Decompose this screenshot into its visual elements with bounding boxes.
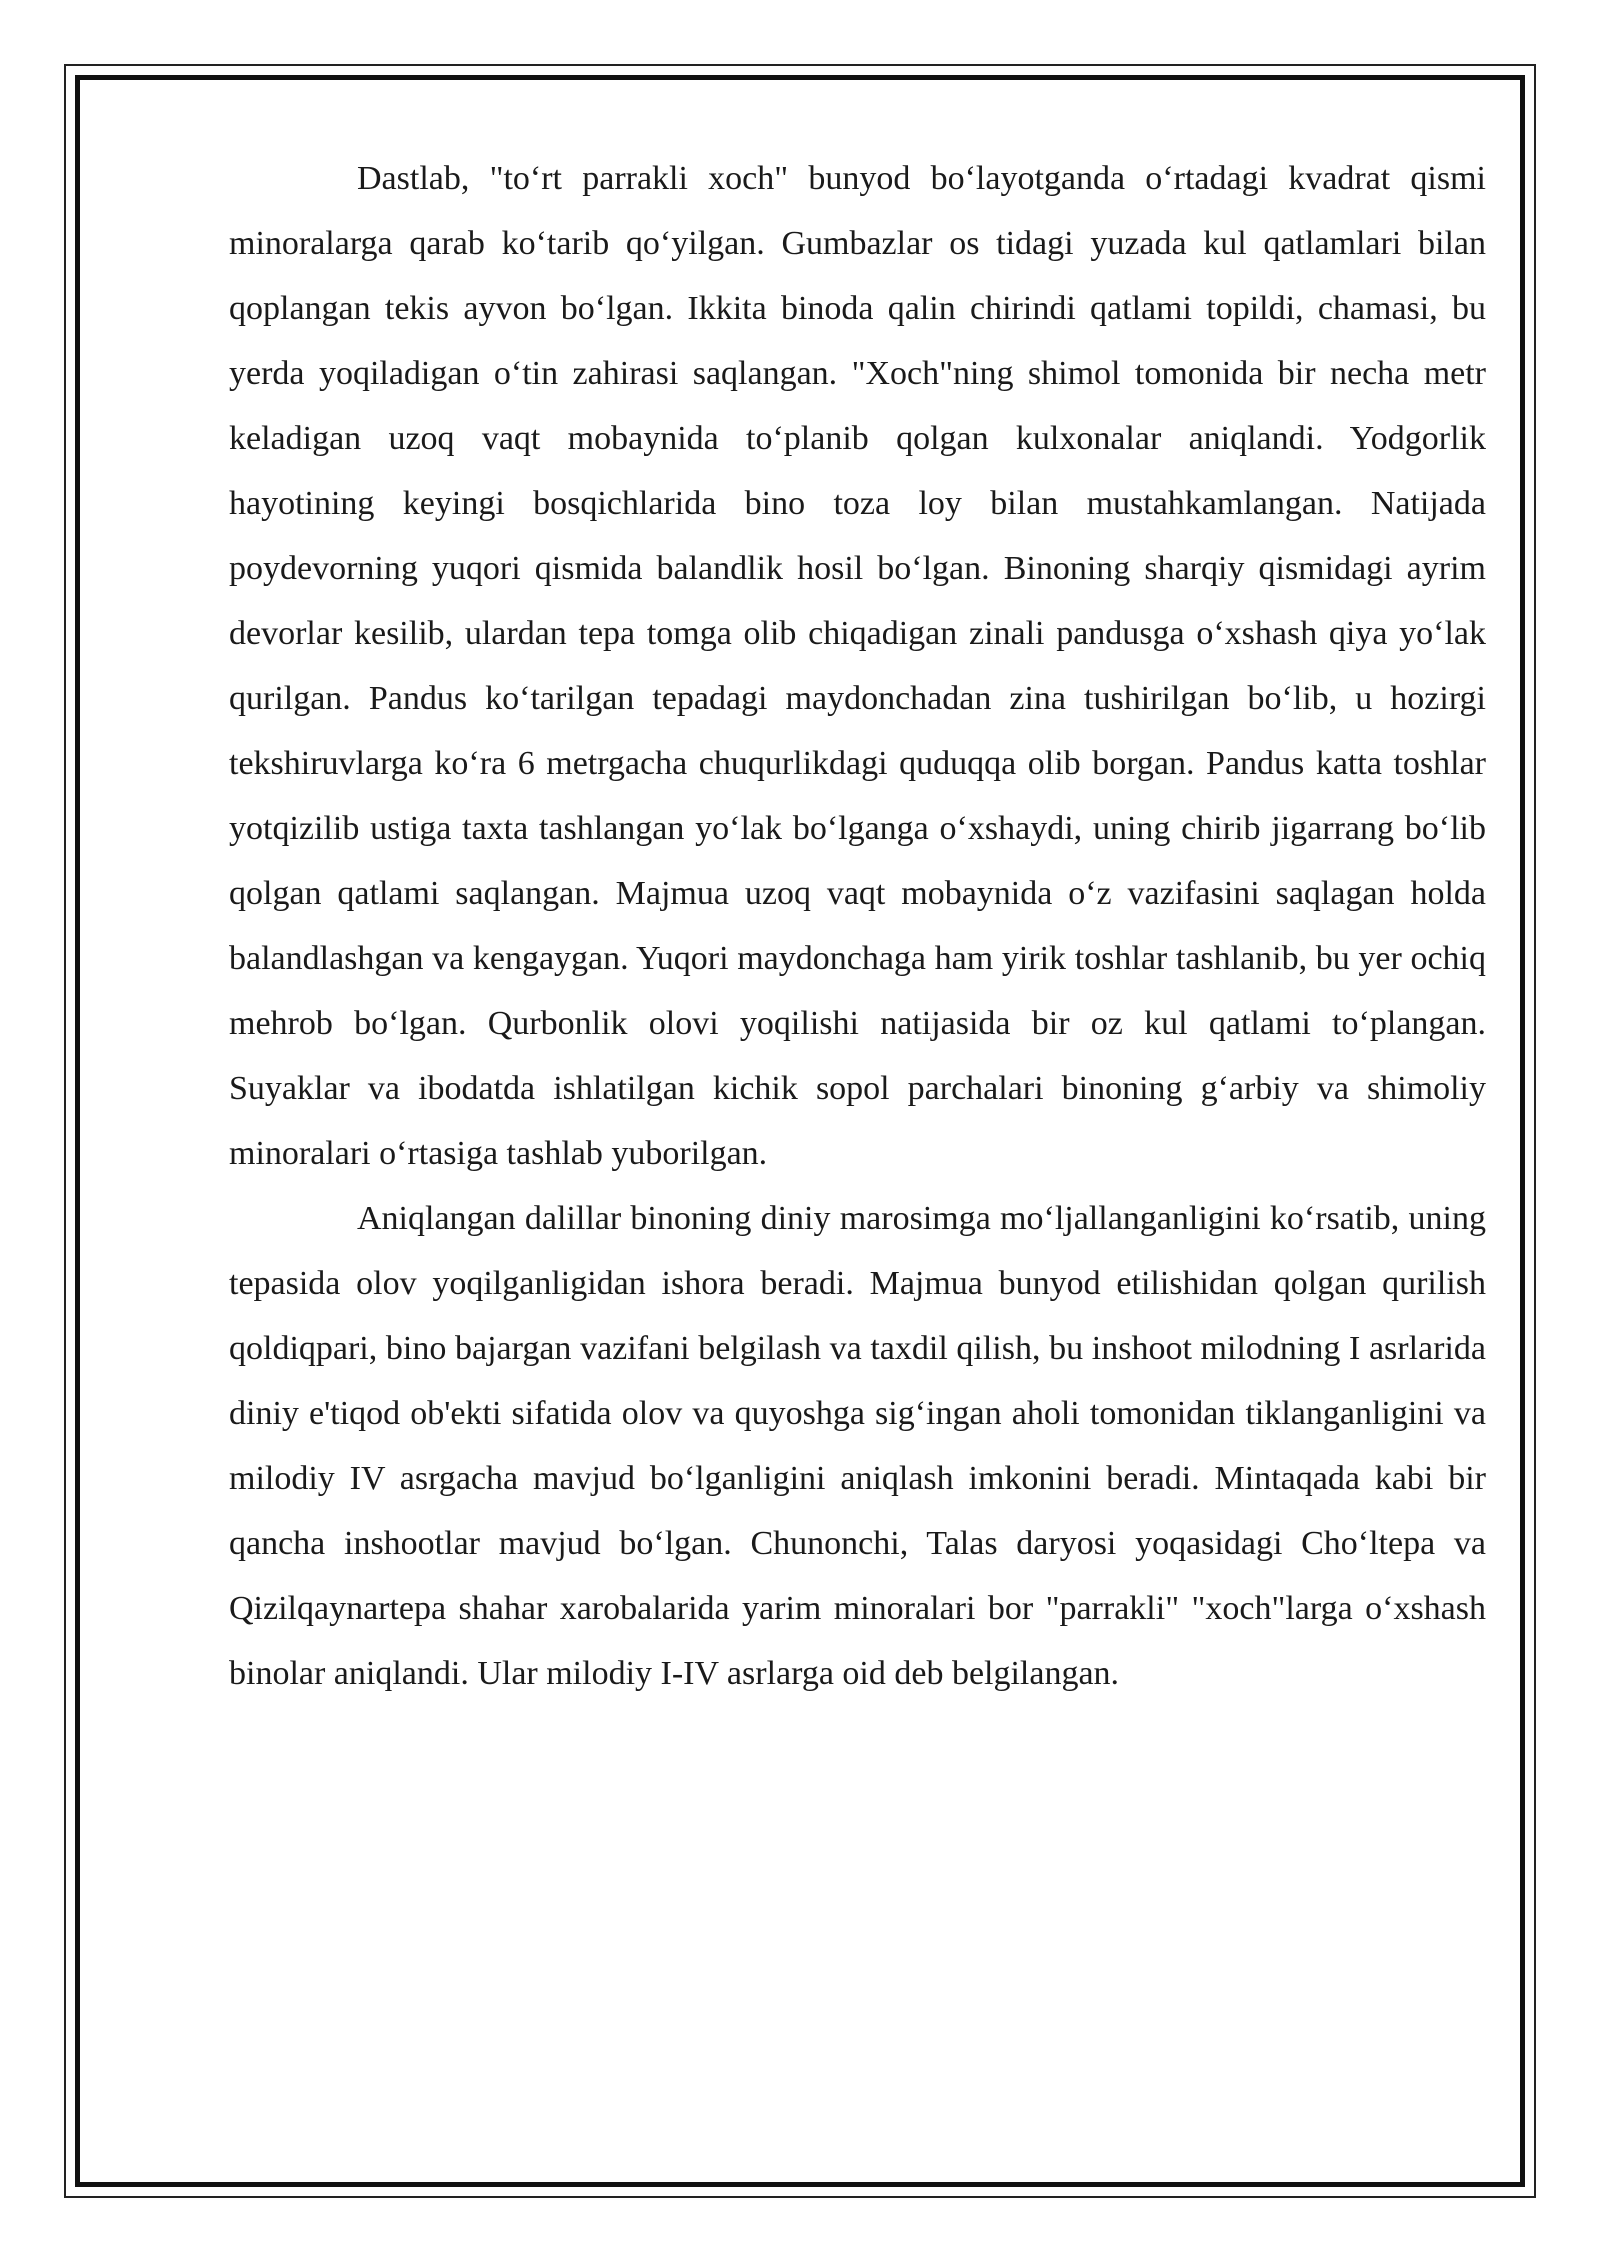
paragraph-1: Dastlab, "to‘rt parrakli xoch" bunyod bo‘layotganda o‘rtadagi kvadrat qismi minoralarga qarab ko‘tarib qo‘yilgan. Gumbazlar os tidagi yuzada kul qatlamlari bilan qoplangan tekis ayvon bo‘lgan. Ikkita binoda qalin chirindi qatlami topildi, chamasi, bu yerda yoqiladigan o‘tin zahirasi saqlangan. "Xoch"ning shimol tomonida bir necha metr keladigan uzoq vaqt mobaynida to‘planib qolgan kulxonalar aniqlandi. Yodgorlik hayotining keyingi bosqichlarida bino toza loy bilan mustahkamlangan. Natijada poydevorning yuqori qismida balandlik hosil bo‘lgan. Binoning sharqiy qismidagi ayrim devorlar kesilib, ulardan tepa tomga olib chiqadigan zinali pandusga o‘xshash qiya yo‘lak qurilgan. Pandus ko‘tarilgan tepadagi maydonchadan zina tushirilgan bo‘lib, u hozirgi tekshiruvlarga ko‘ra 6 metrgacha chuqurlikdagi quduqqa olib borgan. Pandus katta toshlar yotqizilib ustiga taxta tashlangan yo‘lak bo‘lganga o‘xshaydi, uning chirib jigarrang bo‘lib qolgan qatlami saqlangan. Majmua uzoq vaqt mobaynida o‘z vazifasini saqlagan holda balandlashgan va kengaygan. Yuqori maydonchaga ham yirik toshlar tashlanib, bu yer ochiq mehrob bo‘lgan. Qurbonlik olovi yoqilishi natijasida bir oz kul qatlami to‘plangan. Suyaklar va ibodatda ishlatilgan kichik sopol parchalari binoning g‘arbiy va shimoliy minoralari o‘rtasiga tashlab yuborilgan.	[229, 160, 1486, 1172]
paragraph-2: Aniqlangan dalillar binoning diniy marosimga mo‘ljallanganligini ko‘rsatib, uning tepasida olov yoqilganligidan ishora beradi. Majmua bunyod etilishidan qolgan qurilish qoldiqpari, bino bajargan vazifani belgilash va taxdil qilish, bu inshoot milodning I asrlarida diniy e'tiqod ob'ekti sifatida olov va quyoshga sig‘ingan aholi tomonidan tiklanganligini va milodiy IV asrgacha mavjud bo‘lganligini aniqlash imkonini beradi. Mintaqada kabi bir qancha inshootlar mavjud bo‘lgan. Chunonchi, Talas daryosi yoqasidagi Cho‘ltepa va Qizilqaynartepa shahar xarobalarida yarim minoralari bor "parrakli" "xoch"larga o‘xshash binolar aniqlandi. Ular milodiy I-IV asrlarga oid deb belgilangan.	[229, 1200, 1486, 1692]
document-body	[229, 146, 1486, 1706]
